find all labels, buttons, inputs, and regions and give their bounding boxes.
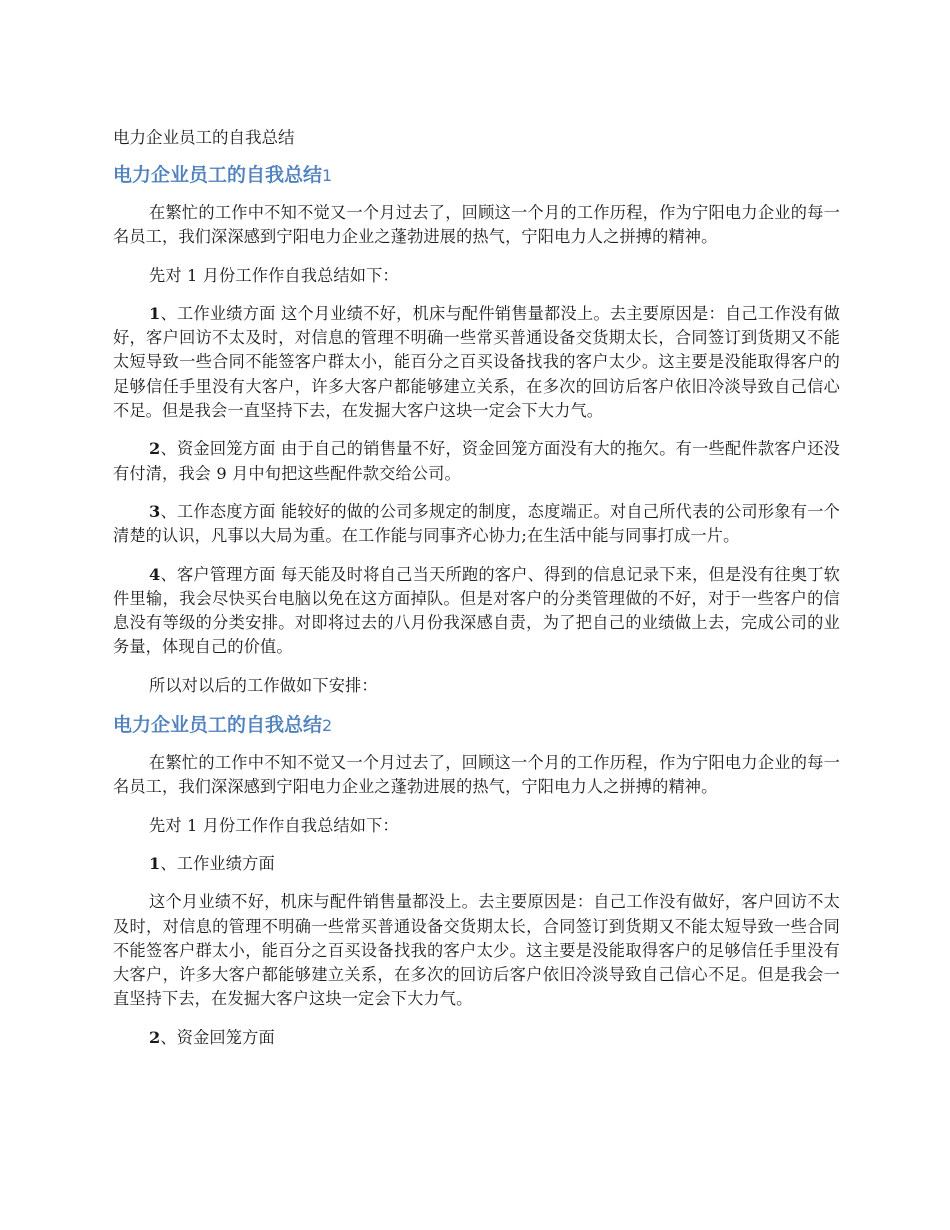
paragraph	[113, 852, 840, 876]
paragraph-text: 这个月业绩不好，机床与配件销售量都没上。去主要原因是：自己工作没有做好，客户回访不太及时，对信息的管理不明确一些常买普通设备交货期太长，合同签订到货期又不能太短导致一些合同不能签客户群太小，能百分之百买设备找我的客户太少。这主要是没能取得客户的足够信任手里没有大客户，许多大客户都能够建立关系，在多次的回访后客户依旧冷淡导致自己信心不足。但是我会一直坚持下去，在发掘大客户这块一定会下大力气。	[113, 892, 840, 1009]
section-heading-text: 电力企业员工的自我总结	[113, 164, 323, 186]
paragraph-text: 、工作业绩方面 这个月业绩不好，机床与配件销售量都没上。去主要原因是：自己工作没有做好，客户回访不太及时，对信息的管理不明确一些常买普通设备交货期太长，合同签订到货期又不能太短导致一些合同不能签客户群太小，能百分之百买设备找我的客户太少。这主要是没能取得客户的足够信任手里没有大客户，许多大客户都能够建立关系，在多次的回访后客户依旧冷淡导致自己信心不足。但是我会一直坚持下去，在发掘大客户这块一定会下大力气。	[113, 303, 840, 421]
paragraph-number: 3	[149, 501, 161, 521]
paragraph-text: 、资金回笼方面 由于自己的销售量不好，资金回笼方面没有大的拖欠。有一些配件款客户还没有付清，我会 9 月中旬把这些配件款交给公司。	[113, 439, 840, 483]
paragraph-number: 1	[149, 853, 161, 873]
paragraph-text: 、客户管理方面 每天能及时将自己当天所跑的客户、得到的信息记录下来，但是没有往奥丁软件里输，我会尽快买台电脑以免在这方面掉队。但是对客户的分类管理做的不好，对于一些客户的信息没有等级的分类安排。对即将过去的八月份我深感自责，为了把自己的业绩做上去，完成公司的业务量，体现自己的价值。	[113, 564, 840, 657]
paragraph-text: 在繁忙的工作中不知不觉又一个月过去了，回顾这一个月的工作历程，作为宁阳电力企业的每一名员工，我们深深感到宁阳电力企业之蓬勃进展的热气，宁阳电力人之拼搏的精神。	[113, 753, 840, 797]
paragraph	[113, 890, 840, 1011]
section-heading	[113, 162, 840, 189]
document-title: 电力企业员工的自我总结	[113, 128, 295, 147]
paragraph-text: 先对 1 月份工作作自我总结如下：	[149, 815, 399, 835]
paragraph	[113, 814, 840, 838]
paragraph-text: 所以对以后的工作做如下安排：	[149, 675, 378, 695]
paragraph	[113, 563, 840, 660]
paragraph-text: 、工作业绩方面	[160, 853, 275, 873]
paragraph	[113, 674, 840, 698]
paragraph	[113, 751, 840, 800]
paragraph	[113, 264, 840, 288]
paragraph-number: 2	[149, 1027, 161, 1047]
paragraph-text: 、工作态度方面 能较好的做的公司多规定的制度，态度端正。对自己所代表的公司形象有一个清楚的认识，凡事以大局为重。在工作能与同事齐心协力;在生活中能与同事打成一片。	[113, 501, 840, 546]
paragraph-number: 2	[149, 439, 161, 459]
paragraph	[113, 500, 840, 549]
section-1	[113, 162, 840, 698]
document-page	[113, 126, 840, 1064]
section-heading-number: 1	[322, 166, 333, 185]
paragraph-text: 在繁忙的工作中不知不觉又一个月过去了，回顾这一个月的工作历程，作为宁阳电力企业的每一名员工，我们深深感到宁阳电力企业之蓬勃进展的热气，宁阳电力人之拼搏的精神。	[113, 203, 840, 247]
paragraph	[113, 302, 840, 423]
paragraph-text: 、资金回笼方面	[160, 1027, 275, 1047]
section-heading	[113, 712, 840, 739]
paragraph-number: 4	[149, 564, 161, 584]
paragraph	[113, 437, 840, 486]
section-heading-number: 2	[322, 716, 333, 736]
paragraph	[113, 201, 840, 250]
paragraph-number: 1	[149, 303, 161, 323]
section-2	[113, 712, 840, 1050]
paragraph-text: 先对 1 月份工作作自我总结如下：	[149, 265, 399, 285]
paragraph	[113, 1026, 840, 1050]
section-heading-text: 电力企业员工的自我总结	[113, 714, 323, 737]
